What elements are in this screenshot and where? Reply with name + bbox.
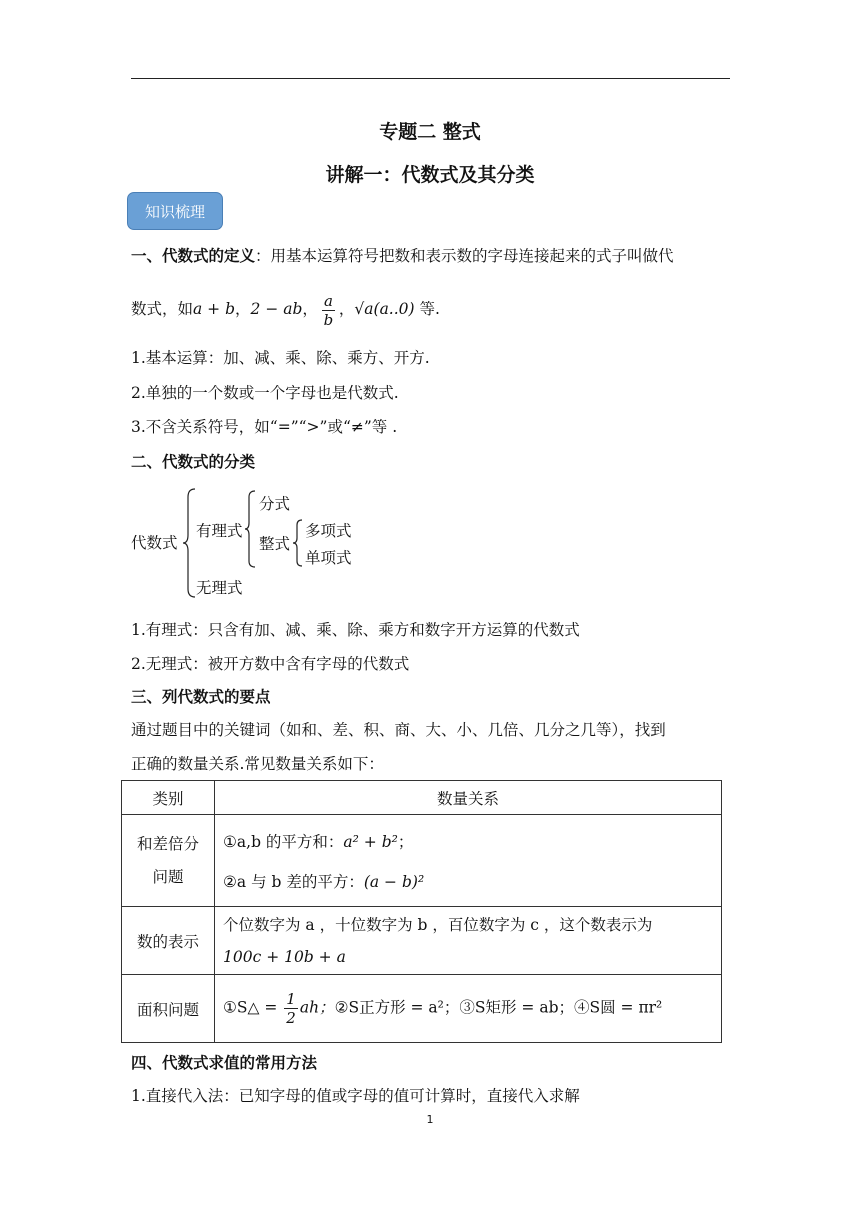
definition-line-1: 一、代数式的定义：用基本运算符号把数和表示数的字母连接起来的式子叫做代 <box>131 247 674 265</box>
table-row <box>122 975 722 1043</box>
table-row <box>122 907 722 975</box>
tree-monomial: 单项式 <box>305 549 352 567</box>
row-1-label: 和差倍分 问题 <box>122 815 215 907</box>
section-3-para-2: 正确的数量关系.常见数量关系如下： <box>131 755 384 773</box>
tree-root: 代数式 <box>131 534 178 552</box>
row-2-label: 数的表示 <box>122 907 215 975</box>
section-3-heading: 三、列代数式的要点 <box>131 688 271 706</box>
point-2-1: 1.有理式：只含有加、减、乘、除、乘方和数字开方运算的代数式 <box>131 621 580 639</box>
knowledge-badge: 知识梳理 <box>127 192 223 230</box>
table-header-category: 类别 <box>122 781 215 815</box>
row-2-content: 个位数字为 a ，十位数字为 b ，百位数字为 c ，这个数表示为 100c + 10b + a <box>215 907 722 975</box>
relations-table <box>121 780 722 1043</box>
tree-brace-3 <box>292 518 304 568</box>
point-1-3: 3.不含关系符号，如“=”“>”或“≠”等 . <box>131 418 398 436</box>
point-1-1: 1.基本运算：加、减、乘、除、乘方、开方. <box>131 349 430 367</box>
definition-text: 用基本运算符号把数和表示数的字母连接起来的式子叫做代 <box>270 247 674 265</box>
point-1-2: 2.单独的一个数或一个字母也是代数式. <box>131 384 399 402</box>
table-header-relation: 数量关系 <box>215 781 722 815</box>
page-number: 1 <box>426 1113 434 1126</box>
row-3-label: 面积问题 <box>122 975 215 1043</box>
section-1-heading: 一、代数式的定义 <box>131 247 256 265</box>
section-2-heading: 二、代数式的分类 <box>131 453 256 471</box>
tree-irrational: 无理式 <box>196 579 243 597</box>
example-2: 2 − ab <box>250 300 303 318</box>
tree-rational: 有理式 <box>196 522 243 540</box>
example-fraction: $\frac{a}{b}$ <box>323 291 334 329</box>
example-1: a + b <box>193 300 236 318</box>
point-2-2: 2.无理式：被开方数中含有字母的代数式 <box>131 655 410 673</box>
tree-integral: 整式 <box>259 535 291 553</box>
tree-polynomial: 多项式 <box>305 522 352 540</box>
section-3-para-1: 通过题目中的关键词（如和、差、积、商、大、小、几倍、几分之几等），找到 <box>131 721 666 739</box>
tree-fraction: 分式 <box>259 495 291 513</box>
definition-line-2: 数式，如a + b，2 − ab， $\frac{a}{b}$ ，√a(a..0) 等. <box>131 291 440 329</box>
section-4-heading: 四、代数式求值的常用方法 <box>131 1054 318 1072</box>
header-rule <box>131 78 730 79</box>
row-1-content: ①a,b 的平方和：a² + b²； ②a 与 b 差的平方：(a − b)² <box>215 815 722 907</box>
page-subtitle: 讲解一：代数式及其分类 <box>325 164 535 186</box>
table-row <box>122 815 722 907</box>
page-title: 专题二 整式 <box>379 121 481 143</box>
tree-brace-2 <box>244 489 258 569</box>
section-4-point-1: 1.直接代入法：已知字母的值或字母的值可计算时，直接代入求解 <box>131 1087 580 1105</box>
example-4: √a(a..0) <box>354 300 415 318</box>
table-header-row <box>122 781 722 815</box>
row-3-content: ①S△ = $\frac{1}{2}$ ah；②S正方形 = a²；③S矩形 = ab；④S圆 = πr² <box>215 975 722 1043</box>
